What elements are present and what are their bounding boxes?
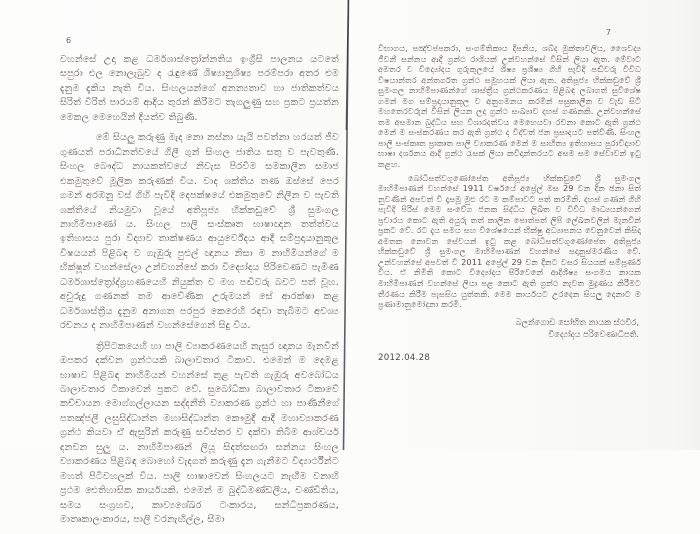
left-paragraph-3: ත්‍රිපිටකයෙහි හා පාලි ව්‍යාකරණයෙහි නැසුර ඥානය මැනවින් ඔපකර දක්වන ග්‍රන්ථයකි බාලාවතාර ටීකාව. එමෙන් ම දෙමළ භාෂාව පිළිබඳ නාහිමියන් වහන්සේ තුළ පැවති ගැඹුරු අවබෝධය බාලාවතාර ටීකාවෙන් ප්‍රකට වේ. සුබෝධිකා බාලාවතාර ටීකාවේ කච්චායන මොග්ගල්ලායන සද්දනීති ව්‍යාකරණ ග්‍රන්ථ හා පාණිනීගේ පතඤ්ජලී ලඝුසිද්ධාන්ත මහාසිද්ධාන්ත කෞමුදී ආදී මහාව්‍යාකරණ ග්‍රන්ථ කියවා ඒ ඇසුරින් කරුණු සවිස්තර ව දක්වා තිබීම ආශ්චර්ය දනවන සුලු ය. නාහිමිපාණන් ලියූ සිදත්සඟරා සන්නය සිංහල ව්‍යාකරණය පිළිබඳ බොහෝ වැදගත් කරුණු දැන ගැනීමට විද්‍යාර්ථීන්ට මහත් පිටිවහලක් විය. පාලි භාෂාවෙන් සිංහලයට නැඟීම වනාහි ප්‍රථම ඓතිහාසික කාර්යයකි. එමෙන් ම බුද්ධිමණ්ඩලීය, චණ්ඩිතිය, සමය සංග්‍රහව, කාව්‍යශේඛර ටංකාරය, සන්ධිප්‍රකරණය, මාතෘකාලංකාරය, පාලි වරනැඟිල්ල, සීමා [60, 340, 339, 526]
right-page-number: 7 [605, 28, 611, 37]
right-page [378, 28, 641, 363]
right-paragraph-2: බෝධිසත්වගුණෝපේත අතිපූජ්‍ය හික්කඩුවේ ශ්‍රී සුමංගල මාහිමිපාණන් වහන්සේ 1911 වර්ෂයේ අප්‍රේල් මස 29 වන දින ඡනා සිත් නුවණින් අපවත් වී දෑසමූ මුළු රට ම කම්පාවට පත් කරමිනි. දහස් ගණන් ගිහි පැවිදි පිරිස් මෙම සංවේග ජනක සිද්ධිය ලිඛිත ව විවිධ මාධ්‍යයන්ගෙන් ප්‍රචාරය කොට ඇති අයුරු තත් කාලීන පොත්පත් ලිපි ලේඛනවලින් මැනවින් ප්‍රකට වේ. රට දැය සමය සහ විශේෂයෙන් භික්ෂු අධ්‍යාපනය වෙනුවෙන් කිසිදා අමතක නොවන සේවයන් ඉටු කළ බෝධිසත්වගුණෝපේත අතිපූජ්‍ය හික්කඩුවේ ශ්‍රී සුමංගල මාහිමිපාණන් වහන්සේ සදානුස්මරණීය වේ. උන්වහන්සේ අපවත් වී 2011 අප්‍රේල් 29 වන දිනට වසර සියයක් සම්පූර්ණ විය. ඒ නිමිති කොට විද්‍යෝදය පිරිවෙනේ ආදිශිෂ්‍ය සංගමය නායක මාහිමිපාණන් වහන්සේ ලියා පළ කොට ඇති ග්‍රන්ථ නැවත මුද්‍රණය කිරීමට තීරණය කිරීම පැසසිය යුත්තකි. මෙම කාර්යයට උරදෙන සියලු දෙනාට ම ප්‍රණාමානුමෝදනා කරමි. [378, 172, 641, 310]
right-paragraph-1: විභාගය, පඤ්චප්පකරා, සංගම්තිකාය දීපනිය, ශබ්ද මුක්තාවලිය, ශෛවද්‍ය ජීවනී සන්නය ආදී ග්‍රන්ථ රාශියක් උන්වහන්සේ විසින් ලියා ඇත. මේවාට අමතර ව විද්‍යෝදය ගුරුකුලයේ ශිෂ්‍ය ප්‍රශිෂ්‍ය ගිහි පැවිදි පඬිවරු විවිධ විෂයාන්තර අන්තර්ගත ග්‍රන්ථ සමූහයක් ලියා ඇත. අතිපූජ්‍ය හික්කඩුවේ ශ්‍රී සුමංගල නාහිමිපාණන්ගේ ශාස්ත්‍රීය ග්‍රන්ථකරණය පිළිබඳ ලබාගත් සුවිශේෂ ගමන් මග සම්ප්‍රදායානුකූල ව අනුගමනය කරමින් පසුකාලීන ව වැඩ සිටි මහතෙරවරුන් විසින් ලියන ලද ග්‍රන්ථ සංඛ්‍යාව දහස් ගණනකි. උන්වහන්සේ තම අසමාන බුද්ධිය සහ විශාරදත්වය මෙහෙයවා රචනා කොට ඇති ග්‍රන්ථ මෙන් ම සංස්කරණය කර ඇති ග්‍රන්ථ ද විද්වත් ජන ප්‍රසාදයට පත්විණි. සිංහල පාලි සංස්කෘත ප්‍රාකෘත පාලි ව්‍යාකරණ මෙන් ම සාහිත්‍ය ඉතිහාසය පුරාවිද්‍යාව භාෂා දර්ශනය ආදී ග්‍රන්ථ රැසක් ලියා කවිදාන්තරයට අසම සම සේවාවන් ඉටු කළහ. [378, 43, 641, 170]
signature-block [378, 316, 641, 341]
signature-title: විද්‍යෝදය පරිවෙණාධිපති. [548, 329, 639, 340]
left-page [60, 36, 339, 534]
signature-name: බලන්ගොඩ සෝභිත නායක ස්ථවිර, [515, 316, 639, 327]
date-stamp: 2012.04.28 [378, 352, 431, 363]
left-paragraph-2: මේ සියලු කරුණු මැද නො නස්නා යැයි පවත්නා හරයත් ජීව ගුණයත් පරාධීනත්වයේ ගිලී ගුන් සිංහල ජාතිය සතු ව පැවතුණි. සිංහල බෞද්ධ නායකත්වයේ නිවැස පිරවීම සමකාලීන සමාජ එකමුතුවේ මූලික කරුණක් විය. වාද ශක්තිය තණ ඔස්සේ පෙර ගමන් අරඹනු වස් ගිහි පැවිදි දෙපක්ෂයේ එකමුතුවේ නිලීන ව පැවති ශක්තියේ නියමුවා වූයේ අතිපූජ්‍ය හික්කඩුවේ ශ්‍රී සුමංගල නාහිමිපාණෝ ය. සිංහල පාලි සංස්කෘත භාෂාඥාන තත්ත්වය ඉතිහාසය පුරා විද්‍යාව තාක්ෂණය ආයුර්වේදය ආදී සම්ප්‍රදායානුකූල විෂයයන් පිළිබඳ ව ගැඹුරු පුළුල් ඥානය නිසා ම නාහිමියන්ගේ ම භික්ෂූන් වහන්සේලා උන්වහන්සේ කරා විද්‍යෝදය පිරිවෙණට පැමිණ ධර්මශාස්ත්‍රෝද්ග්‍රහණයෙහි නියුක්ත ව මහ පඬිවරු බවට පත් වූහ. අවුරුදු ගණනක් තම ආවේණික උරුමයන් සේ ආරක්ෂා කළ ධර්මශාස්ත්‍රීය දැනුම අනාගත පරපුර කෙරෙහි රඳවා තැබීමට අවශ්‍ය රචනය ද නාහිමිපාණන් වහන්සේගෙන් සිදු විය. [60, 132, 339, 332]
left-paragraph-1: වහන්සේ උදා කළ ධර්මශාස්ත්‍රෝන්නතිය ඉංග්‍රීසි පාලනය යටතේ සපුරා එල නොලැබුව ද රැඳුණේ ශිෂ්‍යානුශිෂ්‍ය පරම්පරා අතර එම දැනුම දැකිය නැති විය. සිංහලයන්ගේ අනන්‍යතාව හා ජාතිකත්වය සිරිත් විරිත් පාරයම් ආදිය තුරන් කිරීමට තැගලුණු සහ ප්‍රකට ප්‍රයත්න මෙකල මෙහෙයින් දියත්ව තිබුණි. [60, 54, 339, 123]
left-page-number: 6 [66, 36, 72, 45]
